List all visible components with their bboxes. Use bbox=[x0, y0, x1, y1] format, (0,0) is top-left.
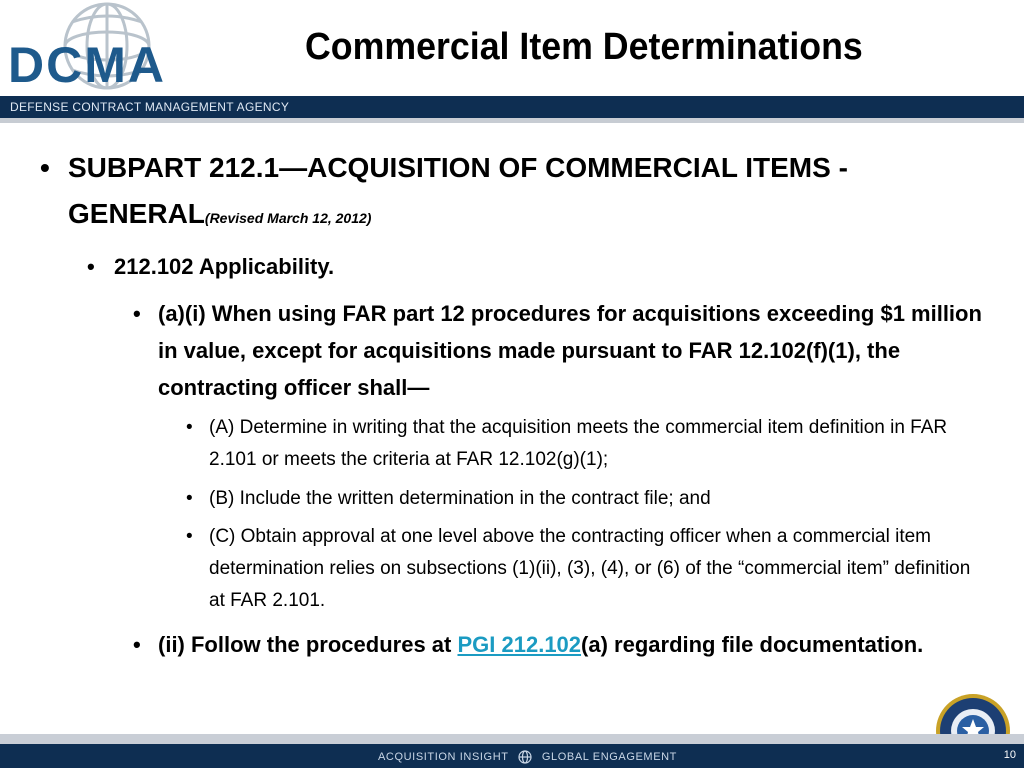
tagline-right: GLOBAL ENGAGEMENT bbox=[541, 751, 677, 763]
dcma-logo: DCMA bbox=[8, 37, 166, 93]
bullet-level3-ii bbox=[133, 626, 1003, 663]
procedure-prefix: (ii) Follow the procedures at bbox=[158, 632, 458, 657]
header bbox=[0, 0, 1024, 96]
requirement-text: (a)(i) When using FAR part 12 procedures for acquisitions exceeding $1 million in value, except for acquisitions made pursuant to FAR 12.102(f)(1), the contracting officer shall— bbox=[158, 301, 982, 400]
divider bbox=[0, 118, 1024, 123]
bullet-icon: • bbox=[186, 488, 193, 509]
page-number: 10 bbox=[1003, 749, 1016, 761]
footer-divider bbox=[0, 734, 1024, 744]
sub-bullet-a bbox=[186, 412, 976, 476]
bullet-icon: • bbox=[87, 254, 95, 279]
page-title: Commercial Item Determinations bbox=[305, 26, 863, 68]
bullet-icon: • bbox=[40, 152, 50, 183]
footer bbox=[0, 744, 1024, 768]
bullet-level3 bbox=[133, 295, 1003, 406]
globe-small-icon bbox=[516, 750, 534, 764]
subpart-heading: SUBPART 212.1—ACQUISITION OF COMMERCIAL ITEMS - GENERAL bbox=[68, 152, 848, 229]
sub-bullet-text: (B) Include the written determination in the contract file; and bbox=[209, 488, 711, 509]
tagline-left: ACQUISITION INSIGHT bbox=[378, 751, 509, 763]
sub-bullet-text: (C) Obtain approval at one level above the contracting officer when a commercial item determination relies on subsections (1)(ii), (3), (4), or (6) of the “commercial item” definition at FAR 2.101. bbox=[209, 526, 971, 611]
footer-tagline bbox=[378, 750, 677, 764]
sub-bullet-c bbox=[186, 521, 976, 617]
agency-bar bbox=[0, 96, 1024, 118]
bullet-icon: • bbox=[186, 526, 193, 547]
applicability-heading: 212.102 Applicability. bbox=[114, 254, 335, 279]
sub-bullet-b bbox=[186, 483, 976, 515]
pgi-link[interactable]: PGI 212.102 bbox=[457, 632, 582, 657]
revision-note: (Revised March 12, 2012) bbox=[204, 210, 372, 226]
agency-name: DEFENSE CONTRACT MANAGEMENT AGENCY bbox=[10, 100, 290, 114]
bullet-level1 bbox=[40, 145, 940, 241]
bullet-icon: • bbox=[133, 632, 141, 657]
bullet-icon: • bbox=[186, 417, 193, 438]
procedure-suffix: (a) regarding file documentation. bbox=[581, 632, 924, 657]
sub-bullet-text: (A) Determine in writing that the acquisition meets the commercial item definition in FAR 2.101 or meets the criteria at FAR 12.102(g)(1); bbox=[209, 417, 948, 470]
bullet-icon: • bbox=[133, 301, 141, 326]
bullet-level2 bbox=[87, 254, 334, 280]
